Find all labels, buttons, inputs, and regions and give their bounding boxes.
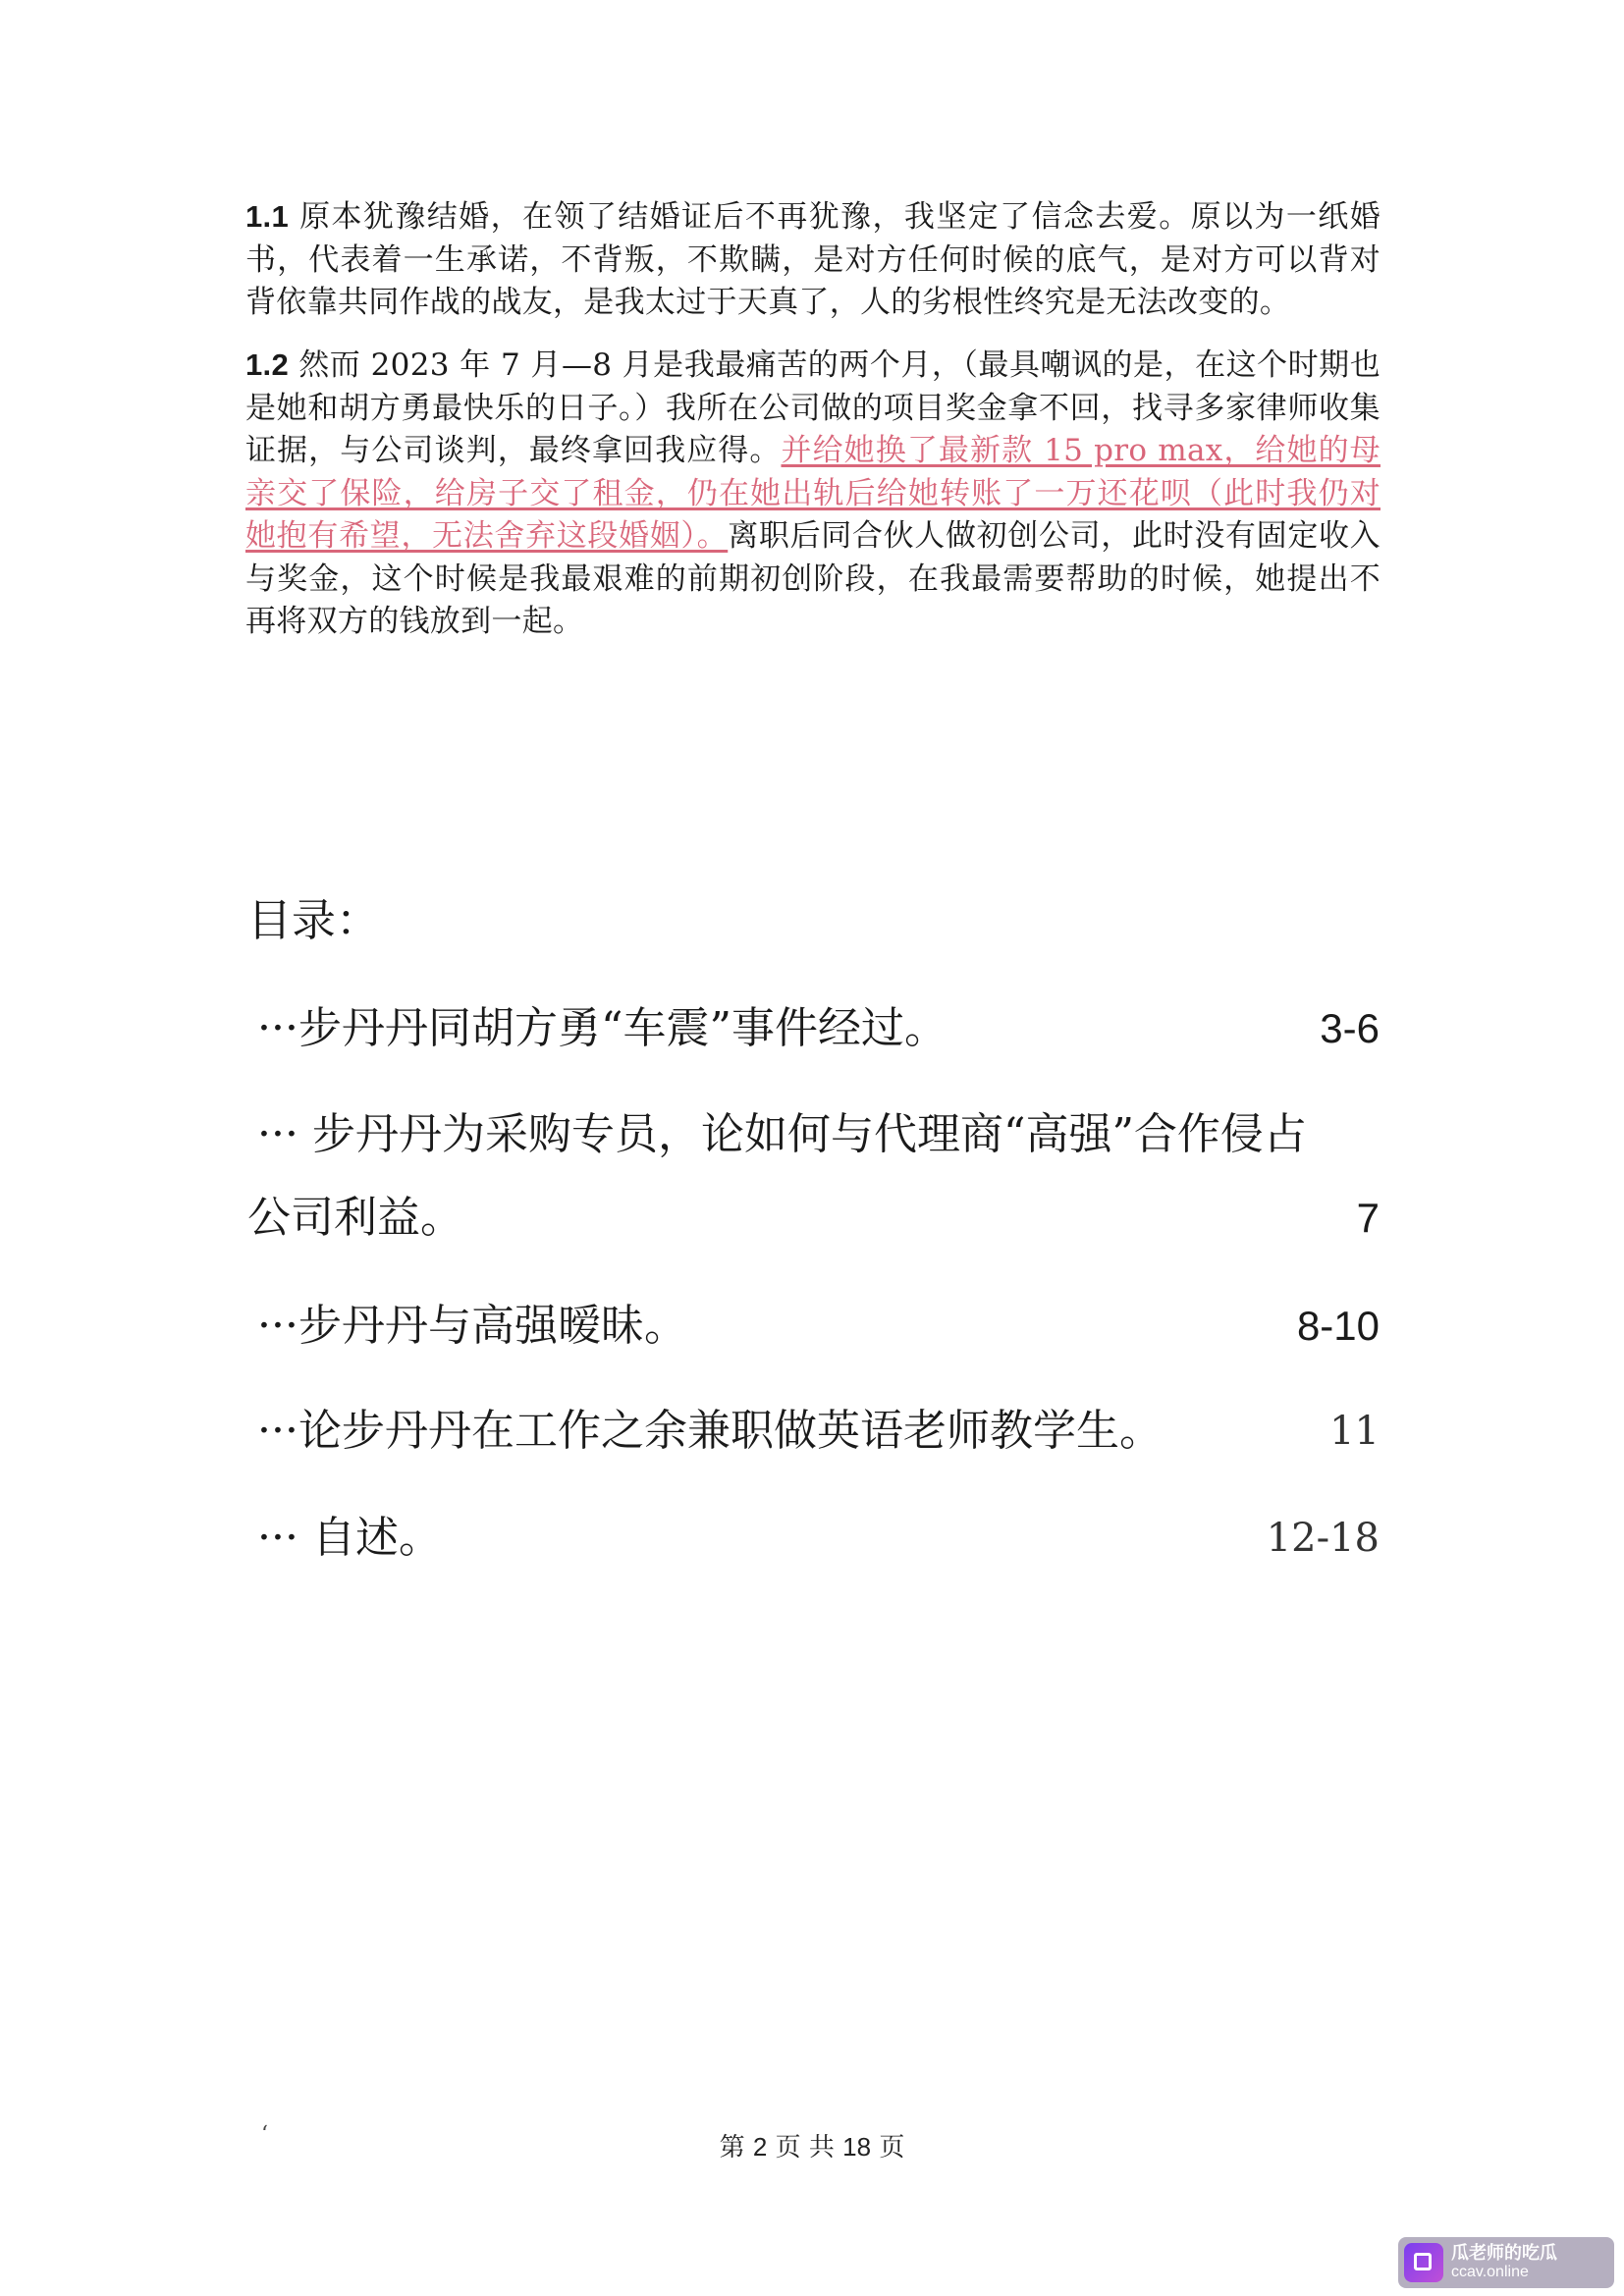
paragraph-1-1 — [245, 195, 1380, 325]
toc-entry-page: 12-18 — [1266, 1516, 1380, 1561]
paragraph-number: 1.1 — [245, 199, 289, 234]
toc-entry-text: ···步丹丹同胡方勇“车震”事件经过。 — [257, 1003, 947, 1053]
paragraph-1-2 — [245, 344, 1380, 644]
watermark-text — [1451, 2243, 1557, 2282]
watermark-logo-icon — [1404, 2243, 1443, 2282]
footer-suffix: 页 — [879, 2133, 905, 2163]
footer-total-pages: 18 — [842, 2132, 872, 2162]
toc-entry-page: 8-10 — [1296, 1303, 1380, 1349]
watermark-line-2: ccav.online — [1451, 2264, 1529, 2280]
toc-entry-page: 7 — [1356, 1195, 1380, 1241]
toc-entry-page: 3-6 — [1320, 1005, 1380, 1051]
toc-entry-text: ··· 自述。 — [257, 1513, 442, 1563]
watermark — [1398, 2237, 1614, 2288]
toc-title: 目录： — [247, 894, 381, 946]
page-footer — [0, 2127, 1624, 2163]
toc-entry-text: ···步丹丹与高强暧昧。 — [257, 1301, 687, 1351]
toc-entry-text: ··· 步丹丹为采购专员，论如何与代理商“高强”合作侵占 — [257, 1109, 1307, 1159]
watermark-line-1: 瓜老师的吃瓜 — [1451, 2243, 1557, 2263]
footer-current-page: 2 — [752, 2132, 768, 2162]
paragraph-text: 原本犹豫结婚，在领了结婚证后不再犹豫，我坚定了信念去爱。原以为一纸婚书，代表着一生承诺，不背叛，不欺瞒，是对方任何时候的底气，是对方可以背对背依靠共同作战的战友，是我太过于天真了，人的劣根性终究是无法改变的。 — [245, 199, 1380, 320]
paragraph-text-after: 离职后同合伙人做初创公司，此时没有固定收入与奖金，这个时候是我最艰难的前期初创阶段，在我最需要帮助的时候，她提出不再将双方的钱放到一起。 — [245, 518, 1380, 639]
toc-entry-text: 公司利益。 — [247, 1193, 463, 1243]
footer-prefix: 第 — [719, 2133, 745, 2163]
toc-entry-page: 11 — [1329, 1409, 1380, 1454]
toc-entry-text: ···论步丹丹在工作之余兼职做英语老师教学生。 — [257, 1406, 1163, 1456]
highlighted-text: 并给她换了最新款 15 pro max，给她的母亲交了保险，给房子交了租金，仍在她出轨后给她转账了一万还花呗（此时我仍对她抱有希望，无法舍弃这段婚姻）。 — [245, 433, 1380, 554]
paragraph-text: 然而 2023 年 7 月—8 月是我最痛苦的两个月，（最具嘲讽的是，在这个时期也是她和胡方勇最快乐的日子。）我所在公司做的项目奖金拿不回，找寻多家律师收集证据，与公司谈判，最终拿回我应得。 — [245, 347, 1380, 468]
footer-middle: 页 共 — [775, 2133, 835, 2163]
paragraph-number: 1.2 — [245, 347, 289, 382]
footer-mark: ‘ — [261, 2122, 268, 2147]
